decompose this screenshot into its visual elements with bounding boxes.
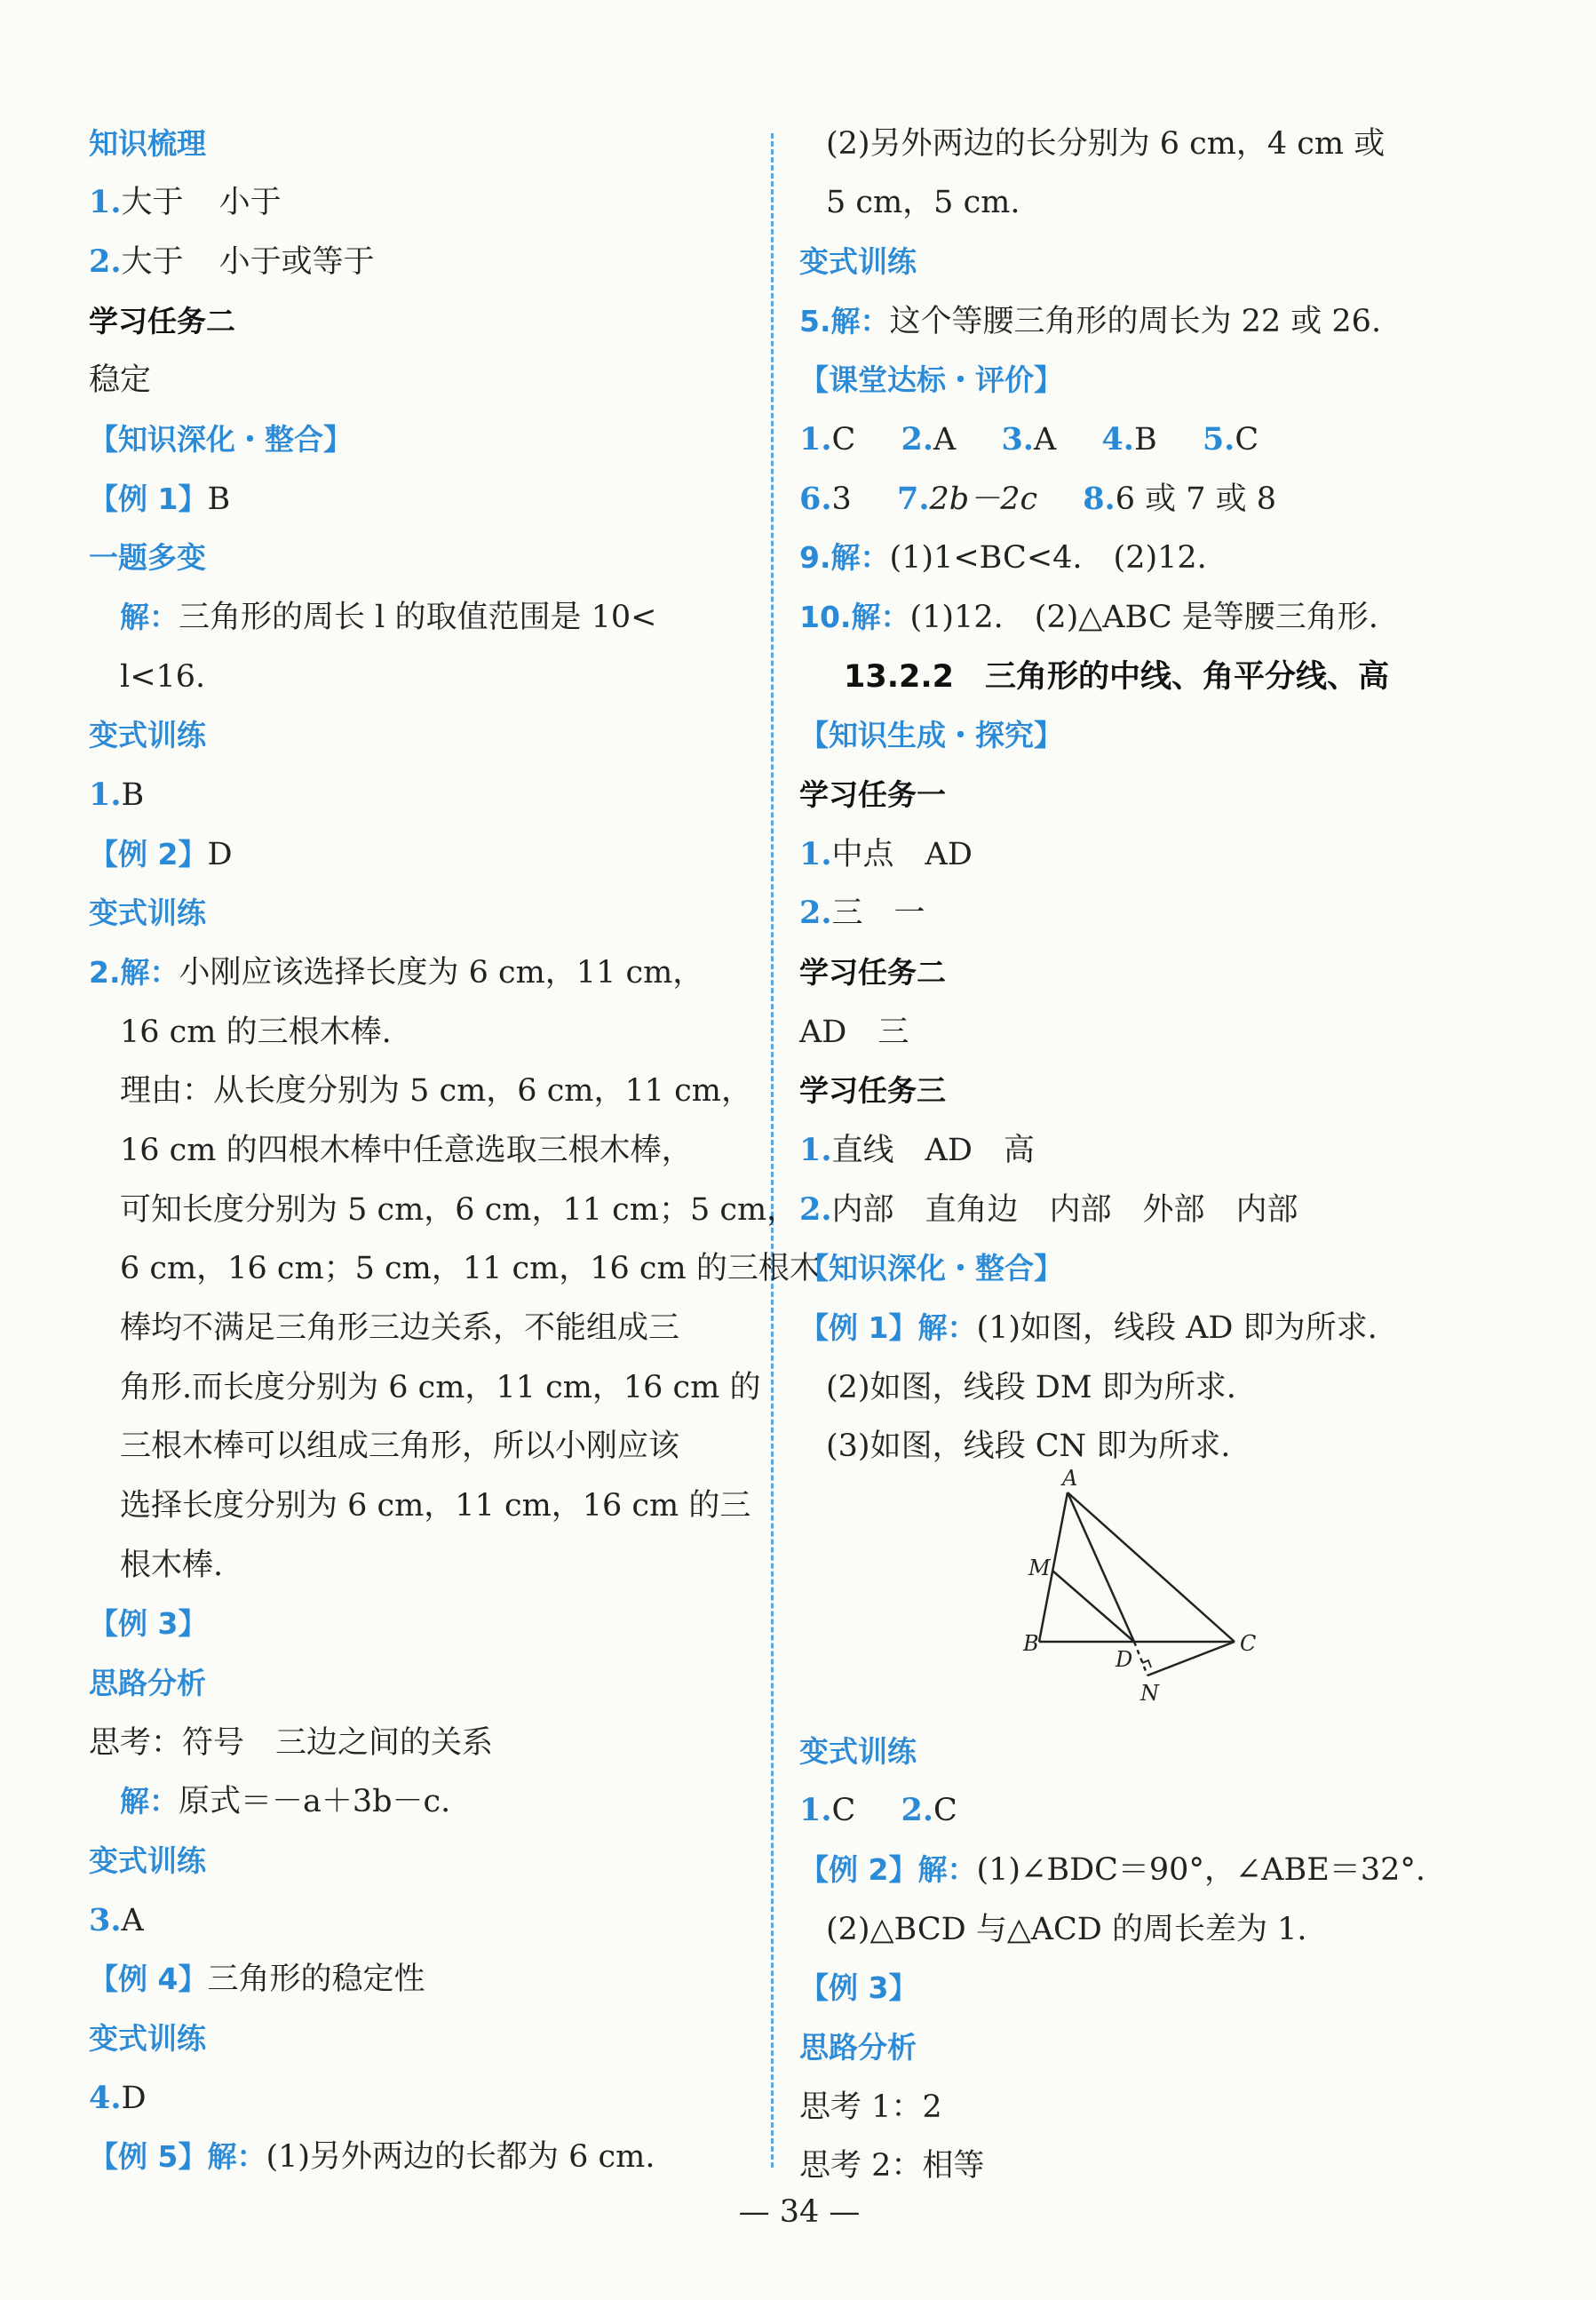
answer-line: 1.大于 小于 [89,184,282,220]
section-heading: 变式训练 [89,2021,206,2056]
answer-line: (3)如图，线段 CN 即为所求. [826,1429,1231,1464]
example-label: 【例 3】 [799,1970,918,2005]
section-heading: 【课堂达标・评价】 [799,362,1063,397]
task-heading: 学习任务二 [799,955,946,990]
answer-line: 2.大于 小于或等于 [89,243,375,280]
section-heading: 【知识深化・整合】 [89,422,353,457]
answer-line: 16 cm 的三根木棒. [120,1015,392,1050]
page-number: — 34 — [738,2194,861,2230]
subsection-title: 13.2.2 三角形的中线、角平分线、高 [844,659,1390,695]
answer-line: 6 cm，16 cm；5 cm，11 cm，16 cm 的三根木 [120,1251,821,1286]
segment-cn [1147,1642,1235,1675]
example-label: 【例 3】 [89,1606,208,1641]
label-m: M [1028,1556,1051,1580]
task-heading: 学习任务一 [799,777,946,812]
section-heading: 【知识深化・整合】 [799,1251,1063,1285]
answer-line: 5.解：这个等腰三角形的周长为 22 或 26. [799,304,1382,339]
answer-line: 2.解：小刚应该选择长度为 6 cm，11 cm， [89,955,704,991]
answer-line: 思考：符号 三边之间的关系 [89,1725,494,1761]
example-line: 【例 2】D [89,837,233,872]
segment-ad [1068,1492,1134,1642]
example-line: 【例 1】B [89,481,231,517]
answer-line: 理由：从长度分别为 5 cm，6 cm，11 cm， [120,1073,752,1109]
answer-line: 1.直线 AD 高 [799,1132,1035,1168]
answer-line: 角形.而长度分别为 6 cm，11 cm，16 cm 的 [120,1370,761,1405]
extension-dn [1134,1642,1147,1675]
answer-line: 思考 1：2 [799,2089,942,2125]
answer-line: AD 三 [799,1015,909,1050]
task-heading: 学习任务三 [799,1073,946,1108]
section-heading: 思路分析 [799,2030,917,2065]
answer-row: 1.C 2.C [799,1792,957,1828]
right-angle-mark [1142,1660,1151,1667]
answer-line: 2.三 一 [799,895,925,931]
answer-line: 稳定 [89,362,152,398]
section-heading: 变式训练 [89,895,206,930]
answer-line: 选择长度分别为 6 cm，11 cm，16 cm 的三 [120,1488,751,1524]
label-c: C [1240,1631,1257,1656]
answer-line: 解：三角形的周长 l 的取值范围是 10< [120,600,657,635]
answer-line: 根木棒. [120,1548,224,1583]
answer-line: (2)如图，线段 DM 即为所求. [826,1370,1236,1405]
task-heading: 学习任务二 [89,304,235,338]
answer-line: 2.内部 直角边 内部 外部 内部 [799,1191,1298,1228]
example-line: 【例 5】解：(1)另外两边的长都为 6 cm. [89,2139,655,2175]
section-heading: 变式训练 [799,1734,917,1769]
example-line: 【例 4】三角形的稳定性 [89,1962,425,1997]
column-divider [771,133,774,2168]
answer-row: 6.3 7.2b－2c 8.6 或 7 或 8 [799,481,1277,517]
section-heading: 变式训练 [89,718,206,752]
label-b: B [1023,1631,1039,1656]
answer-line: 16 cm 的四根木棒中任意选取三根木棒， [120,1133,693,1168]
section-heading: 思路分析 [89,1666,206,1700]
answer-line: 思考 2：相等 [799,2148,985,2184]
triangle-figure [1012,1466,1279,1706]
answer-line: 1.中点 AD [799,836,973,872]
answer-line: (2)△BCD 与△ACD 的周长差为 1. [826,1912,1307,1947]
answer-line: (2)另外两边的长分别为 6 cm，4 cm 或 [826,126,1386,162]
section-heading: 一题多变 [89,540,206,575]
answer-line: 棒均不满足三角形三边关系，不能组成三 [120,1310,680,1346]
section-heading: 【知识生成・探究】 [799,718,1063,752]
answer-line: 5 cm，5 cm. [826,185,1020,220]
section-heading: 变式训练 [799,244,917,279]
segment-dm [1052,1571,1134,1642]
answer-line: 10.解：(1)12. (2)△ABC 是等腰三角形. [799,600,1378,635]
answer-line: 解：原式＝－a＋3b－c. [120,1784,451,1819]
answer-row: 1.C 2.A 3.A 4.B 5.C [799,421,1259,458]
answer-line: l<16. [120,659,206,695]
answer-line: 3.A [89,1902,144,1938]
answer-line: 4.D [89,2080,147,2116]
answer-line: 三根木棒可以组成三角形，所以小刚应该 [120,1429,680,1464]
answer-line: 1.B [89,776,145,813]
section-heading: 知识梳理 [89,126,206,161]
example-line: 【例 2】解：(1)∠BDC＝90°，∠ABE＝32°. [799,1852,1425,1888]
label-d: D [1116,1647,1133,1672]
section-heading: 变式训练 [89,1843,206,1878]
answer-line: 可知长度分别为 5 cm，6 cm，11 cm；5 cm， [120,1192,798,1228]
label-a: A [1062,1466,1078,1491]
answer-line: 9.解：(1)1<BC<4. (2)12. [799,540,1207,576]
example-line: 【例 1】解：(1)如图，线段 AD 即为所求. [799,1310,1378,1346]
segment-ac [1068,1492,1235,1642]
label-n: N [1140,1681,1159,1706]
